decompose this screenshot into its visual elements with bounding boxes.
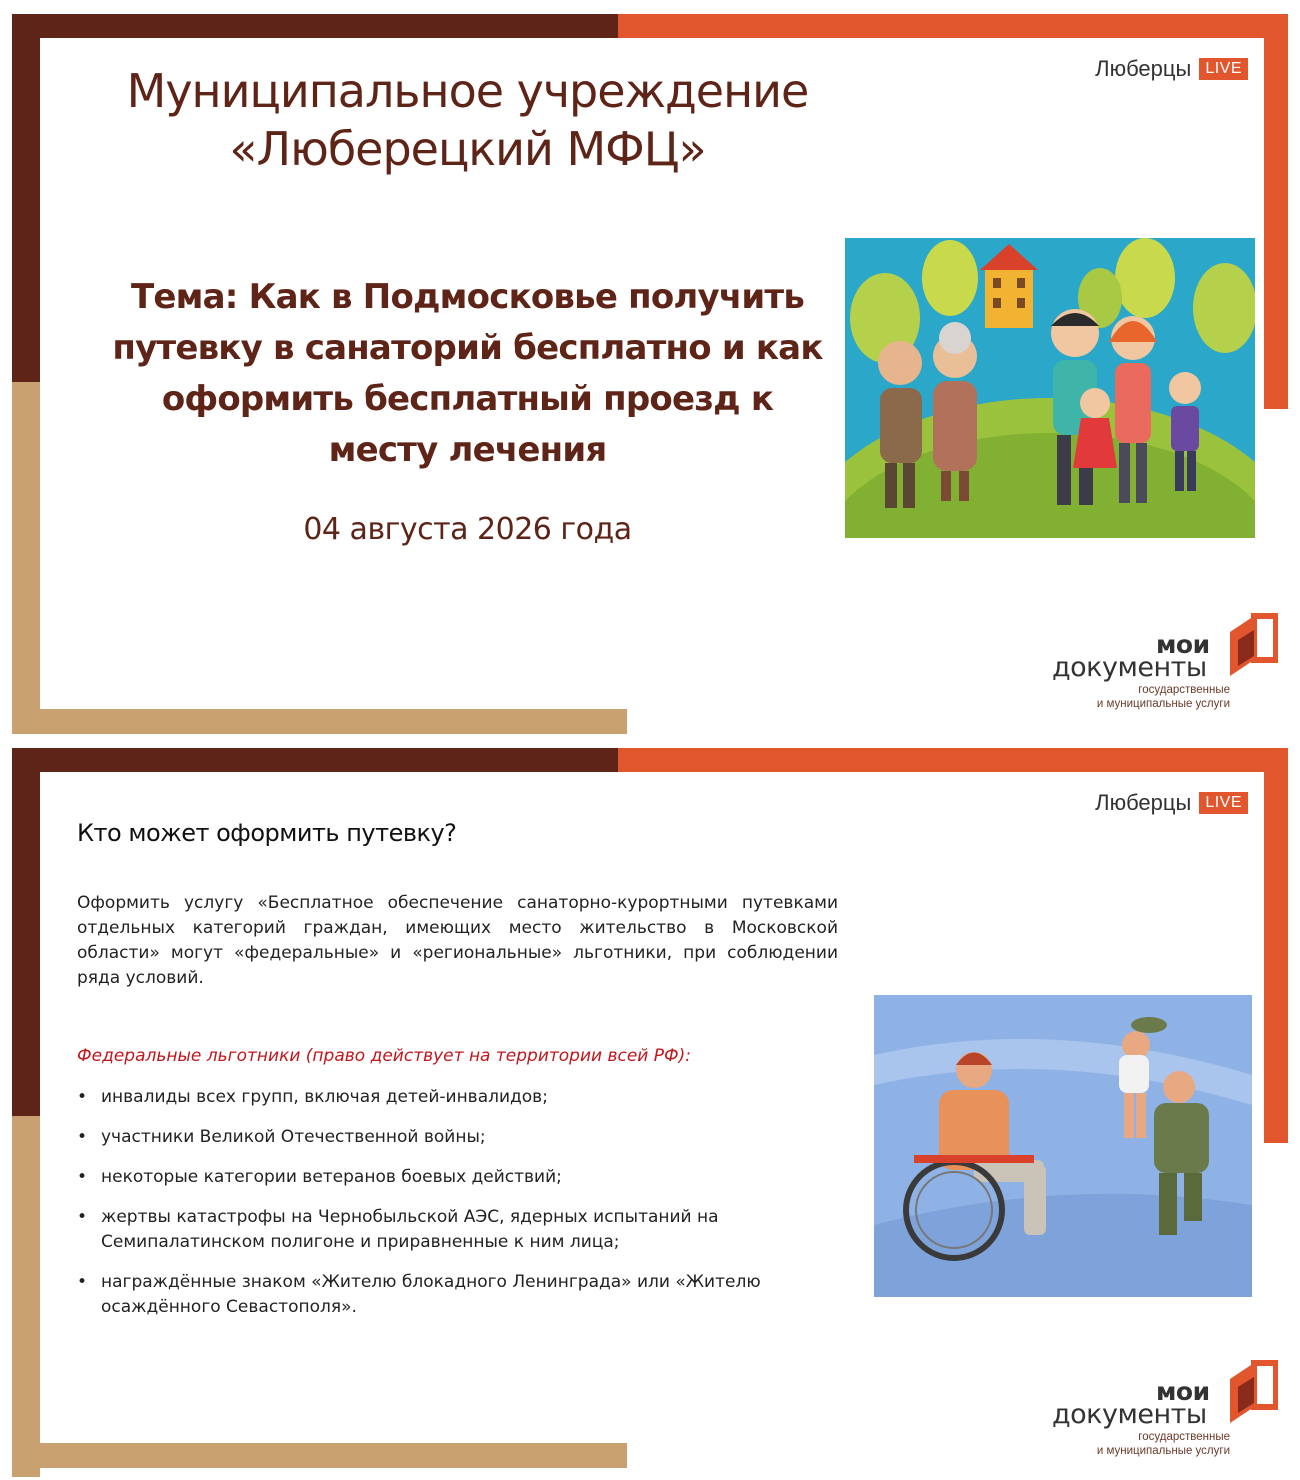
topic-heading (60, 272, 875, 476)
frame-top-orange (618, 14, 1288, 38)
brand-live-badge: LIVE (1199, 792, 1248, 814)
logo-subtitle-1: государственные (1138, 1431, 1230, 1443)
brand-city: Люберцы (1095, 790, 1192, 815)
logo-moi: мои (1156, 630, 1210, 659)
list-item: • инвалиды всех групп, включая детей-инвалидов; (77, 1085, 837, 1110)
topic-line-1: Тема: Как в Подмосковье получить (130, 277, 805, 317)
frame-top-dark (12, 14, 618, 38)
frame-top-dark (12, 748, 618, 772)
topic-line-3: оформить бесплатный проезд к (161, 379, 774, 419)
veterans-illustration (874, 995, 1252, 1297)
topic-line-4: месту лечения (328, 430, 607, 470)
frame-bottom-tan (12, 709, 627, 734)
brand-live-badge: LIVE (1199, 58, 1248, 80)
logo-subtitle-2: и муниципальные услуги (1096, 1445, 1230, 1457)
slide-2 (0, 743, 1300, 1477)
presentation-date: 04 августа 2026 года (303, 512, 632, 547)
moi-dokumenty-logo (1038, 610, 1278, 710)
frame-left-dark (12, 748, 40, 1116)
title-line-1: Муниципальное учреждение (126, 64, 809, 118)
list-item: • некоторые категории ветеранов боевых действий; (77, 1165, 837, 1190)
federal-beneficiaries-heading: Федеральные льготники (право действует на территории всей РФ): (77, 1046, 691, 1066)
frame-left-dark (12, 14, 40, 382)
topic-line-2: путевку в санаторий бесплатно и как (112, 328, 823, 368)
logo-subtitle-1: государственные (1138, 684, 1230, 696)
frame-left-tan (12, 1116, 40, 1477)
logo-dokumenty: документы (1052, 652, 1207, 683)
beneficiaries-list (77, 1085, 837, 1335)
moi-dokumenty-emblem-icon (1226, 1357, 1278, 1427)
list-item: • участники Великой Отечественной войны; (77, 1125, 837, 1150)
brand-city: Люберцы (1095, 56, 1192, 81)
lyubertsy-live-logo (1095, 56, 1248, 82)
family-illustration (845, 238, 1255, 538)
lyubertsy-live-logo (1095, 790, 1248, 816)
slide-1 (0, 0, 1300, 734)
list-item: • награждённые знаком «Жителю блокадного Ленинграда» или «Жителю осаждённого Севастополя». (77, 1270, 837, 1320)
section-heading: Кто может оформить путевку? (77, 819, 457, 847)
frame-top-orange (618, 748, 1288, 772)
frame-right-orange (1264, 14, 1288, 409)
page-title (40, 62, 895, 178)
frame-right-orange (1264, 748, 1288, 1143)
frame-left-tan (12, 382, 40, 734)
list-item: • жертвы катастрофы на Чернобыльской АЭС, ядерных испытаний на Семипалатинском полигоне и приравненные к ним лица; (77, 1205, 837, 1255)
frame-bottom-tan (12, 1443, 627, 1468)
moi-dokumenty-emblem-icon (1226, 610, 1278, 680)
title-line-2: «Люберецкий МФЦ» (229, 122, 706, 176)
logo-moi: мои (1156, 1377, 1210, 1406)
logo-dokumenty: документы (1052, 1399, 1207, 1430)
logo-subtitle-2: и муниципальные услуги (1096, 698, 1230, 710)
intro-paragraph: Оформить услугу «Бесплатное обеспечение санаторно-курортными путевками отдельных категорий граждан, имеющих место жительство в Московской области» могут «федеральные» и «региональные» льготники, при соблюдении ряда условий. (77, 893, 838, 988)
moi-dokumenty-logo (1038, 1357, 1278, 1457)
